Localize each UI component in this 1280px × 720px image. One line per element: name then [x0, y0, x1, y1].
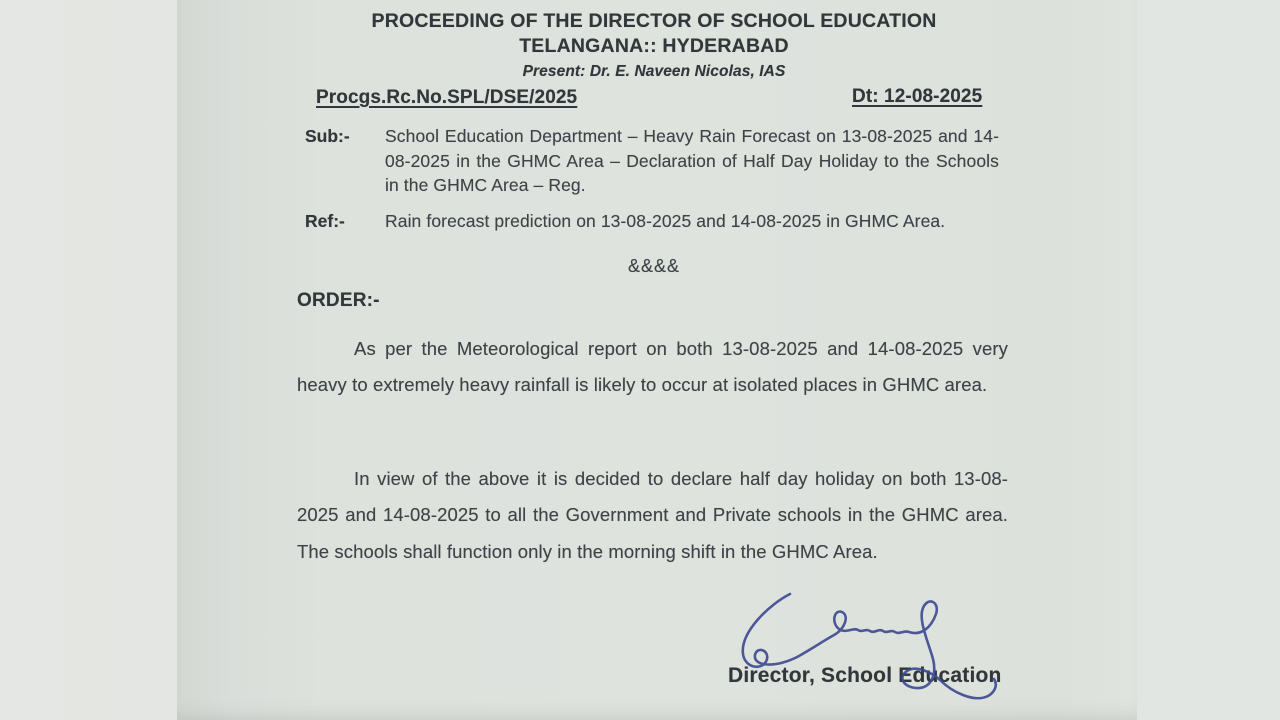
proceeding-number: Procgs.Rc.No.SPL/DSE/2025 [316, 87, 578, 108]
order-paragraph-2: In view of the above it is decided to declare half day holiday on both 13-08-2025 and 14-08-2025 to all the Government and Private schools in the GHMC area. The schools shall function only in the morning shift in the GHMC Area. [297, 468, 1008, 562]
order-paragraph-1: As per the Meteorological report on both 13-08-2025 and 14-08-2025 very heavy to extremely heavy rainfall is likely to occur at isolated places in GHMC area. [297, 338, 1008, 396]
reference-label: Ref:- [305, 211, 345, 231]
section-separator: &&&& [627, 256, 681, 276]
present-officer-line: Present: Dr. E. Naveen Nicolas, IAS [522, 63, 786, 80]
document-title-line2: TELANGANA:: HYDERABAD [519, 35, 789, 57]
subject-label: Sub:- [305, 126, 350, 146]
reference-text: Rain forecast prediction on 13-08-2025 and 14-08-2025 in GHMC Area. [385, 211, 946, 231]
document-header [14, 9, 1280, 82]
subject-row [305, 124, 999, 198]
subject-text: School Education Department – Heavy Rain Forecast on 13-08-2025 and 14-08-2025 in the GHMC Area – Declaration of Half Day Holiday to the Schools in the GHMC Area – Reg. [385, 126, 999, 195]
reference-row [305, 209, 999, 234]
order-heading: ORDER:- [297, 290, 380, 311]
signatory-designation: Director, School Education [728, 664, 1002, 687]
document-title-line1: PROCEEDING OF THE DIRECTOR OF SCHOOL EDUCATION [371, 10, 937, 32]
proceeding-date: Dt: 12-08-2025 [852, 86, 983, 107]
